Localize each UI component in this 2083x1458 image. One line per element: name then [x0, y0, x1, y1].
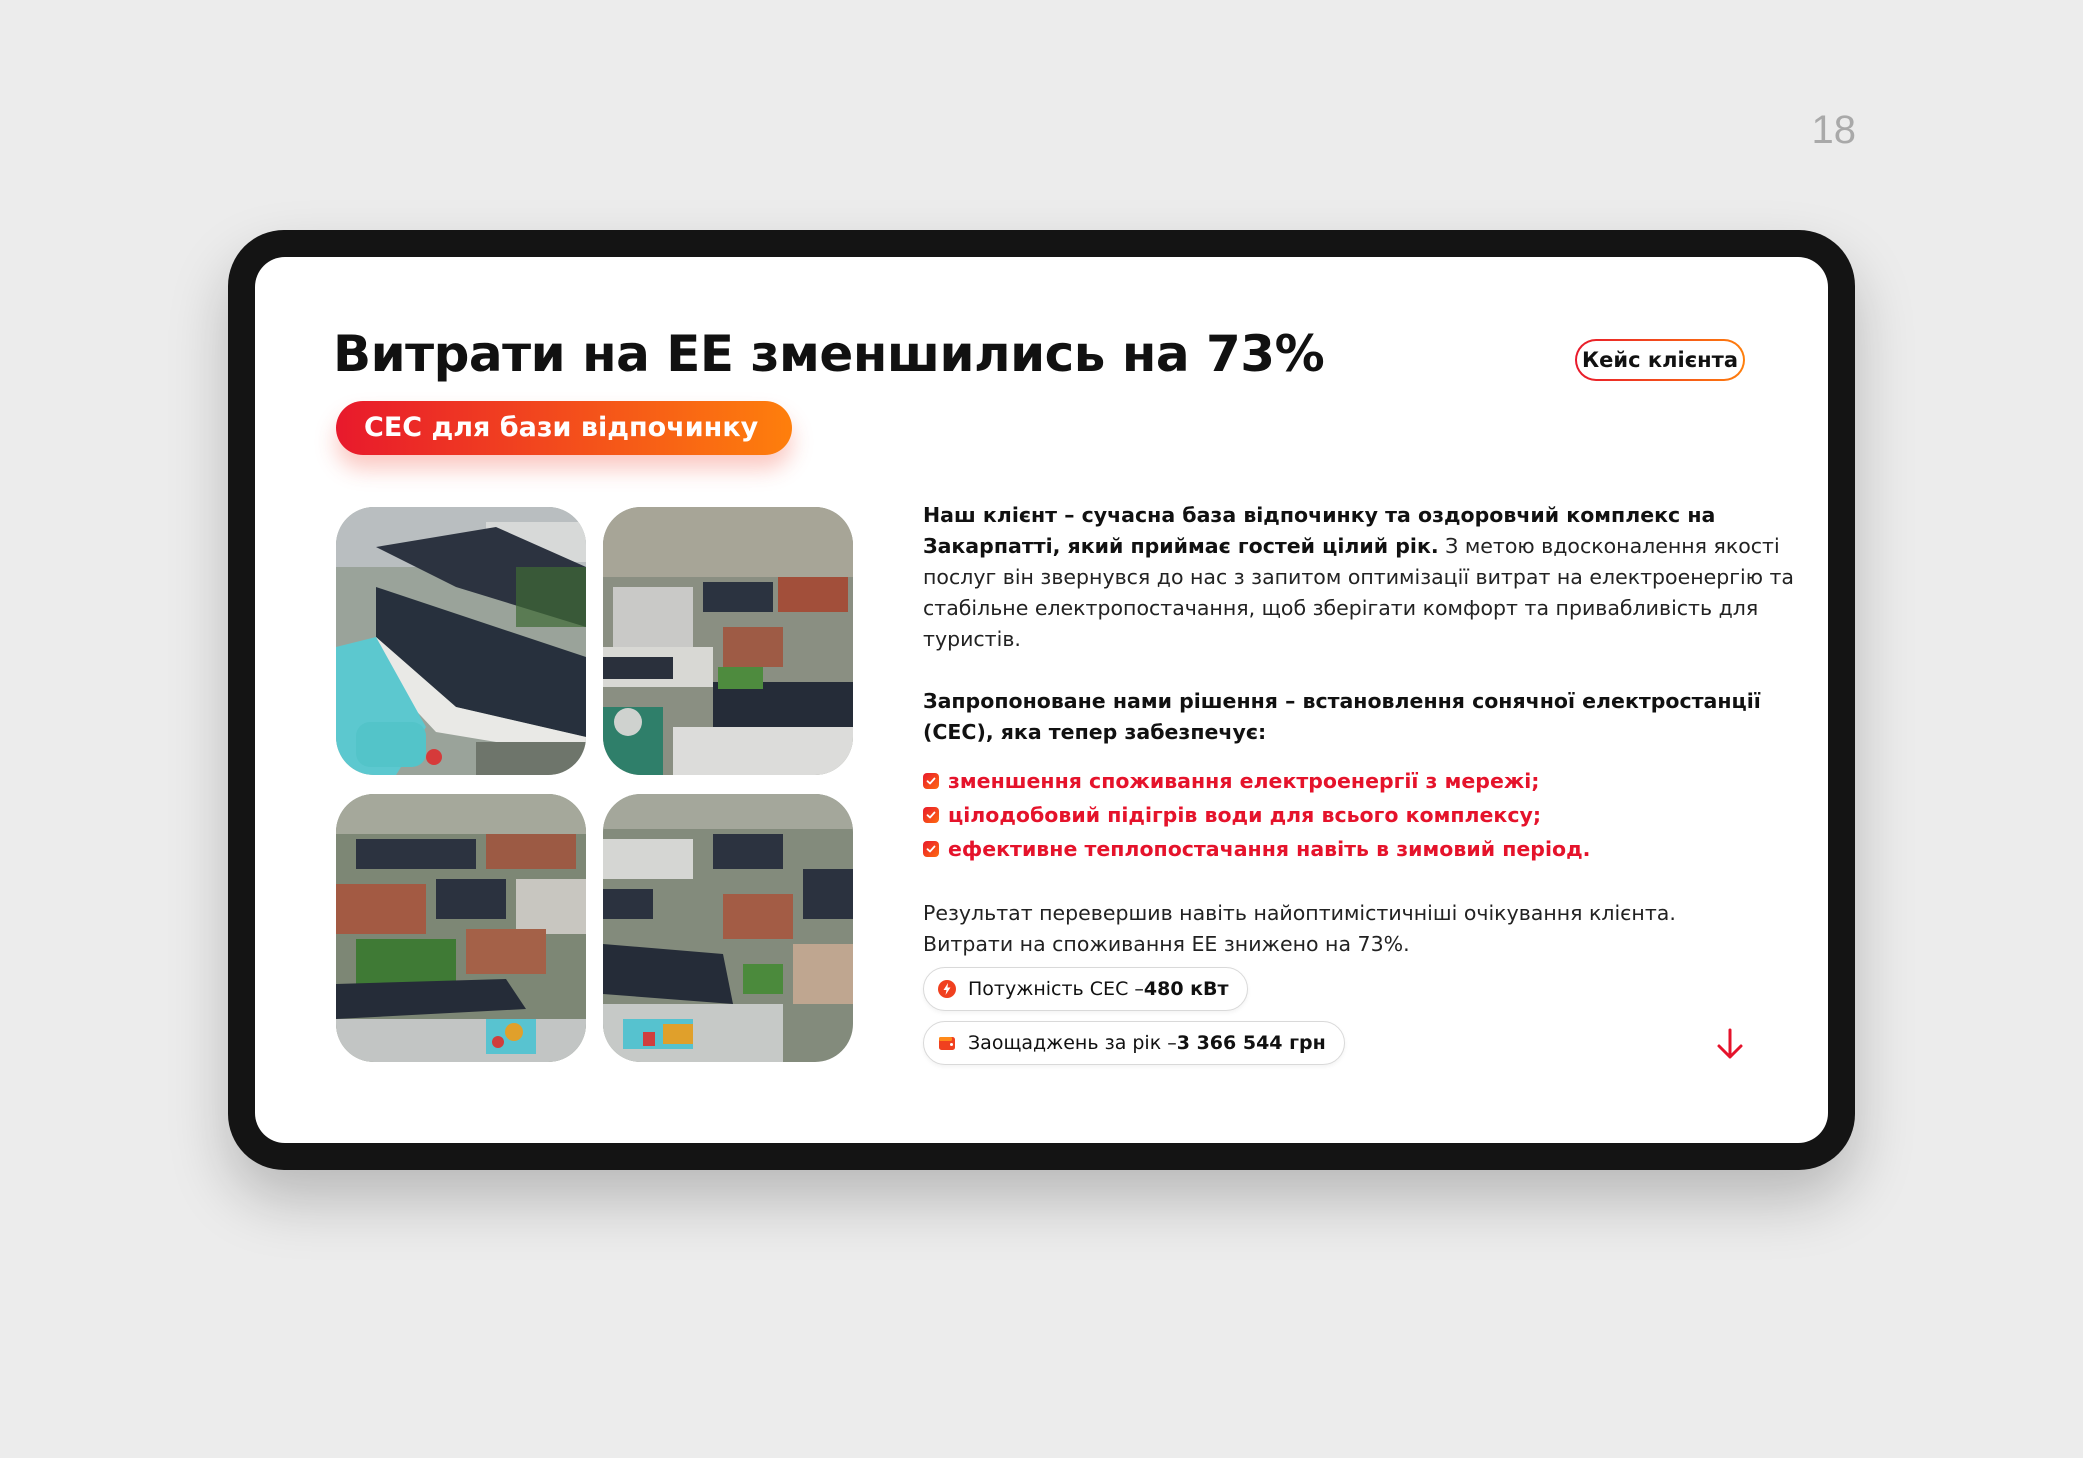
case-badge[interactable]	[1575, 339, 1745, 381]
stats	[923, 967, 1345, 1075]
result-line-2: Витрати на споживання ЕЕ знижено на 73%.	[923, 932, 1410, 956]
stat-label: Заощаджень за рік –	[968, 1032, 1177, 1054]
subtitle-pill: СЕС для бази відпочинку	[336, 401, 792, 455]
lightning-icon	[938, 980, 956, 998]
stat-label: Потужність СЕС –	[968, 978, 1144, 1000]
list-item	[923, 832, 1803, 866]
page-number: 18	[1811, 108, 1856, 152]
stat-value: 480 кВт	[1143, 978, 1229, 1000]
intro-bold: Наш клієнт – сучасна база відпочинку та оздоровчий комплекс на Закарпатті, який приймає гостей цілий рік.	[923, 503, 1716, 558]
arrow-down-icon[interactable]	[1715, 1027, 1745, 1061]
slide-title: Витрати на ЕЕ зменшились на 73%	[333, 325, 1325, 383]
check-icon	[923, 807, 939, 823]
tablet-frame	[228, 230, 1855, 1170]
photo-resort-playground	[603, 794, 853, 1062]
stat-power	[923, 967, 1248, 1011]
slide-screen	[255, 257, 1828, 1143]
wallet-icon	[938, 1034, 956, 1052]
check-icon	[923, 841, 939, 857]
stat-value: 3 366 544 грн	[1176, 1032, 1326, 1054]
photo-grid	[336, 507, 856, 1052]
benefit-text: ефективне теплопостачання навіть в зимовий період.	[948, 836, 1591, 861]
list-item	[923, 798, 1803, 832]
photo-houses	[336, 794, 586, 1062]
description	[923, 500, 1803, 960]
result-line-1: Результат перевершив навіть найоптимістичніші очікування клієнта.	[923, 901, 1676, 925]
solution-heading: Запропоноване нами рішення – встановлення сонячної електростанції (СЕС), яка тепер забезпечує:	[923, 689, 1761, 744]
list-item	[923, 764, 1803, 798]
intro-regular: З метою вдосконалення якості послуг він звернувся до нас з запитом оптимізації витрат на електроенергію та стабільне електропостачання, щоб зберігати комфорт та привабливість для туристів.	[923, 534, 1794, 651]
benefit-text: цілодобовий підігрів води для всього комплексу;	[948, 802, 1542, 827]
benefits-list	[923, 764, 1803, 866]
case-badge-label: Кейс клієнта	[1577, 341, 1743, 379]
stat-savings	[923, 1021, 1345, 1065]
photo-resort-pool	[336, 507, 586, 775]
intro-paragraph	[923, 500, 1803, 655]
photo-cottages	[603, 507, 853, 775]
benefit-text: зменшення споживання електроенергії з мережі;	[948, 768, 1540, 793]
check-icon	[923, 773, 939, 789]
